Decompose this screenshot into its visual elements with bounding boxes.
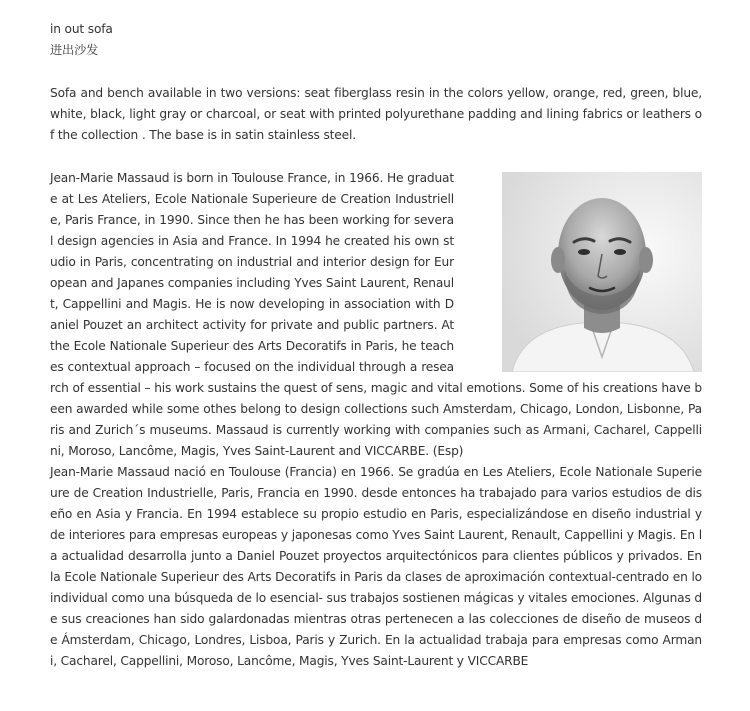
biography-spanish: Jean-Marie Massaud nació en Toulouse (Francia) en 1966. Se gradúa en Les Ateliers, Ecole Nationale Superieure de Creation Industrielle, Paris, Francia en 1990. desde entonces ha trabajado para varios estudios de diseño en Asia y Francia. En 1994 establece su propio estudio en Paris, especializándose en diseño industrial y de interiores para empresas europeas y japonesas como Yves Saint Laurent, Renault, Cappellini y Magis. En la actualidad desarrolla junto a Daniel Pouzet proyectos arquitectónicos para clientes públicos y privados. En la Ecole Nationale Superieur des Arts Decoratifs in Paris da clases de aproximación contextual-centrado en lo individual como una búsqueda de lo esencial- sus trabajos sostienen mágicas y vitales emociones. Algunas de sus creaciones han sido galardonadas mientras otras pertenecen a las colecciones de diseño de museos de Ámsterdam, Chicago, Londres, Lisboa, Paris y Zurich. En la actualidad trabaja para empresas como Armani, Cacharel, Cappellini, Moroso, Lancôme, Magis, Yves Saint-Laurent y VICCARBE — [50, 465, 702, 668]
product-name-chinese: 进出沙发 — [50, 43, 99, 57]
designer-portrait-photo — [502, 172, 702, 372]
designer-biography — [50, 168, 702, 672]
product-description: Sofa and bench available in two versions: seat fiberglass resin in the colors yellow, orange, red, green, blue, white, black, light gray or charcoal, or seat with printed polyurethane padding and lining fabrics or leathers of the collection . The base is in satin stainless steel. — [50, 86, 702, 142]
product-name-english: in out sofa — [50, 22, 113, 36]
product-title — [50, 19, 702, 61]
portrait-image — [502, 172, 702, 372]
product-detail — [50, 19, 702, 672]
biography-english: Jean-Marie Massaud is born in Toulouse France, in 1966. He graduate at Les Ateliers, Ecole Nationale Superieure de Creation Industrielle, Paris France, in 1990. Since then he has been working for several design agencies in Asia and France. In 1994 he created his own studio in Paris, concentrating on industrial and interior design for European and Japanes companies including Yves Saint Laurent, Renault, Cappellini and Magis. He is now developing in association with Daniel Pouzet an architect activity for private and public partners. At the Ecole Nationale Superieur des Arts Decoratifs in Paris, he teaches contextual approach – focused on the individual through a research of essential – his work sustains the quest of sens, magic and vital emotions. Some of his creations have been awarded while some othes belong to design collections such Amsterdam, Chicago, London, Lisbonne, Paris and Zurich´s museums. Massaud is currently working with companies such as Armani, Cacharel, Cappellini, Moroso, Lancôme, Magis, Yves Saint-Laurent and VICCARBE. (Esp) — [50, 171, 702, 458]
